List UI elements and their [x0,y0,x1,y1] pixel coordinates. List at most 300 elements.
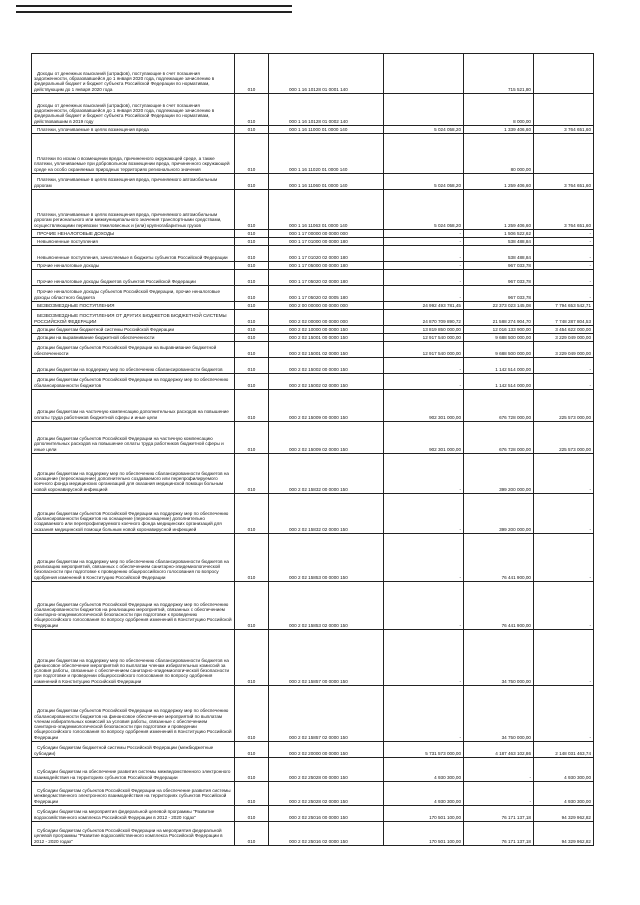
row-approved-cell-text: - [459,230,461,236]
row-kbk-cell [269,126,384,134]
table-row [32,782,594,806]
row-unexecuted-cell [534,422,594,454]
row-kbk-cell-text: 000 2 02 15857 02 0000 150 [289,734,348,740]
table-row [32,758,594,782]
row-kbk-cell [269,630,384,686]
row-kbk-cell [269,822,384,846]
row-unexecuted-cell [534,54,594,94]
row-executed-cell [464,326,534,334]
row-approved-cell-text: 170 501 100,00 [429,814,461,820]
row-name-cell [32,630,235,686]
row-executed-cell [464,342,534,358]
row-unexecuted-cell [534,630,594,686]
row-unexecuted-cell-text: 94 329 962,82 [561,838,591,844]
row-approved-cell [384,630,464,686]
row-code-cell-text: 010 [247,254,256,260]
row-kbk-cell [269,582,384,630]
row-unexecuted-cell [534,174,594,190]
row-executed-cell-text: 12 016 133 900,00 [492,326,531,332]
row-kbk-cell [269,374,384,390]
row-name-cell-text: Прочие неналоговые доходы [37,262,100,268]
row-executed-cell [464,262,534,270]
row-code-cell-text: 010 [247,366,256,372]
table-row [32,286,594,302]
row-name-cell-text: Дотации бюджетам субъектов Российской Федерации на поддержку мер по обеспечению сбалансированности бюджетов на оснащение (переоснащение) дополнительно создаваемого или перепрофилируемого коечного фонда медицинских организаций для оказания медицинской помощи больным новой коронавирусной инфекцией [34,510,229,532]
row-kbk-cell-text: 000 1 16 11020 01 0000 140 [289,166,348,172]
row-unexecuted-cell-text: 3 229 049 000,00 [555,350,591,356]
row-name-cell [32,230,235,238]
row-executed-cell [464,94,534,126]
row-kbk-cell [269,742,384,758]
row-code-cell [235,686,269,742]
row-executed-cell-text: 538 488,84 [508,254,531,260]
row-executed-cell-text: 8 000,00 [513,118,531,124]
row-kbk-cell [269,534,384,582]
row-kbk-cell-text: 000 2 02 20000 00 0000 150 [289,750,348,756]
row-executed-cell [464,374,534,390]
row-approved-cell [384,582,464,630]
row-approved-cell [384,94,464,126]
row-name-cell-text: Дотации бюджетам на частичную компенсацию дополнительных расходов на повышение оплаты труда работников бюджетной сферы и иные цели [34,409,229,420]
table-row [32,686,594,742]
row-name-cell-text: Доходы от денежных взысканий (штрафов), поступающие в счет погашения задолженности, образовавшейся до 1 января 2020 года, подлежащие зачислению в федеральный бюджет и бюджет субъекта Российской Федерации по нормативам, действующим до 1 января 2020 года [34,70,215,92]
table-row [32,454,594,494]
row-unexecuted-cell [534,742,594,758]
row-approved-cell [384,534,464,582]
row-kbk-cell [269,230,384,238]
row-name-cell-text: Субсидии бюджетам на обеспечение развития системы межведомственного электронного взаимодействия на территориях субъектов Российской Федерации [34,769,231,780]
row-kbk-cell-text: 000 2 02 15001 00 0000 150 [289,334,348,340]
row-approved-cell [384,174,464,190]
row-kbk-cell-text: 000 2 00 00000 00 0000 000 [289,302,348,308]
table-row [32,806,594,822]
row-kbk-cell [269,190,384,230]
row-unexecuted-cell-text: - [589,238,591,244]
row-code-cell-text: 010 [247,166,256,172]
row-code-cell [235,582,269,630]
row-name-cell-text: ПРОЧИЕ НЕНАЛОГОВЫЕ ДОХОДЫ [37,230,115,236]
row-executed-cell [464,134,534,174]
row-approved-cell-text: 12 917 540 000,00 [422,334,461,340]
table-row [32,390,594,422]
row-code-cell-text: 010 [247,118,256,124]
row-code-cell [235,270,269,286]
row-code-cell [235,302,269,310]
row-name-cell [32,238,235,246]
row-name-cell [32,582,235,630]
row-executed-cell [464,782,534,806]
row-kbk-cell [269,134,384,174]
row-kbk-cell [269,302,384,310]
row-name-cell [32,806,235,822]
row-approved-cell [384,190,464,230]
row-name-cell-text: Субсидии бюджетам субъектов Российской Федерации на мероприятия федеральной целевой программы "Развитие водохозяйственного комплекса Российской Федерации в 2012 - 2020 годах" [34,828,223,844]
row-code-cell-text: 010 [247,774,256,780]
table-row [32,630,594,686]
table-row [32,310,594,326]
row-kbk-cell-text: 000 2 02 15002 02 0000 150 [289,382,348,388]
row-approved-cell [384,230,464,238]
row-kbk-cell-text: 000 2 02 10000 00 0000 150 [289,326,348,332]
row-name-cell [32,310,235,326]
row-unexecuted-cell-text: 7 794 653 542,71 [555,302,591,308]
row-unexecuted-cell [534,494,594,534]
row-approved-cell [384,134,464,174]
table-row [32,94,594,126]
row-unexecuted-cell [534,822,594,846]
row-name-cell [32,822,235,846]
row-kbk-cell-text: 000 2 02 15832 02 0000 150 [289,526,348,532]
row-name-cell [32,302,235,310]
row-executed-cell [464,358,534,374]
row-code-cell-text: 010 [247,238,256,244]
row-unexecuted-cell-text: 7 748 287 804,53 [555,318,591,324]
row-approved-cell-text: - [459,574,461,580]
row-name-cell [32,334,235,342]
row-code-cell-text: 010 [247,446,256,452]
row-unexecuted-cell [534,302,594,310]
row-kbk-cell [269,358,384,374]
row-approved-cell-text: 12 917 540 000,00 [422,350,461,356]
row-unexecuted-cell-text: 94 329 962,82 [561,814,591,820]
row-approved-cell-text: - [459,678,461,684]
row-code-cell [235,342,269,358]
row-executed-cell [464,54,534,94]
row-approved-cell-text: 13 819 850 000,00 [422,326,461,332]
row-executed-cell-text: 34 750 000,00 [501,678,531,684]
table-row [32,230,594,238]
top-border-line [16,5,292,7]
row-executed-cell-text: 34 750 000,00 [501,734,531,740]
row-kbk-cell-text: 000 2 02 25028 00 0000 150 [289,774,348,780]
row-executed-cell-text: 1 142 514 000,00 [495,382,531,388]
row-code-cell [235,630,269,686]
row-code-cell-text: 010 [247,798,256,804]
row-unexecuted-cell [534,358,594,374]
row-name-cell [32,94,235,126]
row-approved-cell [384,54,464,94]
row-unexecuted-cell-text: 3 764 651,60 [564,222,591,228]
row-name-cell-text: Дотации бюджетам субъектов Российской Федерации на поддержку мер по обеспечению сбалансированности бюджетов на реализацию мероприятий, связанных с обеспечением санитарно-эпидемиологической безопасности при подготовке к проведению общероссийского голосования по вопросу одобрения изменений в Конституцию Российской Федерации [34,601,232,628]
row-code-cell-text: 010 [247,278,256,284]
row-code-cell-text: 010 [247,230,256,236]
row-approved-cell [384,302,464,310]
row-kbk-cell [269,342,384,358]
row-kbk-cell [269,806,384,822]
row-executed-cell-text: 676 728 000,00 [499,414,531,420]
row-approved-cell-text: 4 930 300,00 [434,774,461,780]
row-name-cell [32,342,235,358]
row-name-cell-text: Дотации на выравнивание бюджетной обеспеченности [37,334,155,340]
row-approved-cell [384,246,464,262]
row-approved-cell [384,494,464,534]
row-code-cell-text: 010 [247,838,256,844]
row-executed-cell-text: 967 033,78 [508,278,531,284]
row-unexecuted-cell-text: 225 573 000,00 [559,446,591,452]
row-executed-cell [464,174,534,190]
row-approved-cell-text: 4 930 300,00 [434,798,461,804]
row-name-cell [32,270,235,286]
row-approved-cell-text: 902 301 000,00 [429,414,461,420]
row-code-cell [235,534,269,582]
row-name-cell-text: Дотации бюджетам бюджетной системы Российской Федерации [37,326,175,332]
row-kbk-cell [269,390,384,422]
row-unexecuted-cell [534,94,594,126]
row-name-cell [32,174,235,190]
row-code-cell [235,94,269,126]
row-executed-cell-text: 399 200 000,00 [499,526,531,532]
row-executed-cell-text: 967 033,78 [508,262,531,268]
row-name-cell [32,262,235,270]
row-name-cell [32,374,235,390]
row-executed-cell-text: 399 200 000,00 [499,486,531,492]
row-executed-cell-text: 76 441 900,00 [501,622,531,628]
row-unexecuted-cell [534,374,594,390]
row-name-cell-text: Дотации бюджетам на поддержку мер по обеспечению сбалансированности бюджетов [37,366,223,372]
row-name-cell-text: Прочие неналоговые доходы бюджетов субъектов Российской Федерации [37,278,196,284]
row-executed-cell-text: 9 688 500 000,00 [495,334,531,340]
row-executed-cell-text: 1 259 406,60 [504,182,531,188]
row-name-cell-text: Невыясненные поступления, зачисляемые в бюджеты субъектов Российской Федерации [37,254,228,260]
row-approved-cell-text: - [459,294,461,300]
row-unexecuted-cell [534,262,594,270]
row-unexecuted-cell-text: 2 148 031 463,74 [555,750,591,756]
row-executed-cell-text: 76 441 900,00 [501,574,531,580]
row-code-cell [235,422,269,454]
row-code-cell [235,782,269,806]
row-approved-cell-text: 5 024 058,20 [434,182,461,188]
row-unexecuted-cell [534,326,594,334]
row-approved-cell-text: - [459,734,461,740]
row-code-cell-text: 010 [247,414,256,420]
row-executed-cell [464,286,534,302]
row-code-cell-text: 010 [247,126,256,132]
row-executed-cell [464,582,534,630]
row-kbk-cell-text: 000 1 16 10128 01 0001 140 [289,86,348,92]
row-kbk-cell [269,686,384,742]
row-approved-cell-text: 5 731 573 000,00 [425,750,461,756]
row-executed-cell [464,454,534,494]
row-executed-cell [464,422,534,454]
row-approved-cell [384,782,464,806]
row-executed-cell [464,758,534,782]
row-approved-cell [384,806,464,822]
row-name-cell [32,494,235,534]
row-executed-cell-text: 1 506 522,62 [504,230,531,236]
table-row [32,534,594,582]
table-row [32,342,594,358]
row-executed-cell [464,822,534,846]
row-executed-cell-text: 967 033,78 [508,294,531,300]
row-unexecuted-cell [534,782,594,806]
row-code-cell-text: 010 [247,678,256,684]
row-name-cell-text: Субсидии бюджетам субъектов Российской Федерации на обеспечение развития системы межведомственного электронного взаимодействия на территориях субъектов Российской Федерации [34,788,231,804]
row-code-cell-text: 010 [247,814,256,820]
revenue-table-body [32,54,594,846]
row-unexecuted-cell-text: 4 930 300,00 [564,774,591,780]
row-code-cell [235,190,269,230]
row-approved-cell-text: 24 992 493 781,45 [422,302,461,308]
row-unexecuted-cell-text: 3 764 651,60 [564,126,591,132]
row-kbk-cell [269,246,384,262]
row-approved-cell-text: - [459,622,461,628]
row-approved-cell [384,422,464,454]
row-code-cell-text: 010 [247,382,256,388]
row-executed-cell [464,238,534,246]
row-code-cell [235,326,269,334]
row-kbk-cell-text: 000 1 16 11060 01 0000 140 [289,182,348,188]
row-unexecuted-cell-text: 3 764 651,60 [564,182,591,188]
row-approved-cell [384,374,464,390]
row-executed-cell-text: 80 000,00 [510,166,531,172]
row-code-cell [235,374,269,390]
table-row [32,126,594,134]
row-kbk-cell-text: 000 1 16 10128 01 0002 140 [289,118,348,124]
row-approved-cell-text: 902 301 000,00 [429,446,461,452]
row-name-cell-text: Платежи, уплачиваемые в целях возмещения вреда, причиняемого автомобильным дорогам [34,177,218,188]
row-unexecuted-cell-text: - [589,486,591,492]
row-unexecuted-cell-text: 225 573 000,00 [559,414,591,420]
row-code-cell [235,494,269,534]
row-code-cell [235,230,269,238]
row-kbk-cell-text: 000 2 02 15001 02 0000 150 [289,350,348,356]
row-unexecuted-cell [534,126,594,134]
row-name-cell-text: Дотации бюджетам субъектов Российской Федерации на частичную компенсацию дополнительных расходов на повышение оплаты труда работников бюджетной сферы и иные цели [34,436,224,452]
row-kbk-cell-text: 000 1 17 05020 02 0000 180 [289,278,348,284]
row-kbk-cell-text: 000 2 02 25028 02 0000 150 [289,798,348,804]
table-row [32,54,594,94]
row-approved-cell-text: 170 501 100,00 [429,838,461,844]
row-approved-cell [384,310,464,326]
row-executed-cell [464,806,534,822]
row-kbk-cell [269,262,384,270]
row-name-cell-text: БЕЗВОЗМЕЗДНЫЕ ПОСТУПЛЕНИЯ ОТ ДРУГИХ БЮДЖЕТОВ БЮДЖЕТНОЙ СИСТЕМЫ РОССИЙСКОЙ ФЕДЕРАЦИИ [34,313,227,324]
row-approved-cell-text: - [459,278,461,284]
row-kbk-cell-text: 000 2 02 15002 00 0000 150 [289,366,348,372]
row-executed-cell-text: 9 688 500 000,00 [495,350,531,356]
row-kbk-cell-text: 000 2 02 15009 02 0000 150 [289,446,348,452]
row-unexecuted-cell-text: 3 454 622 000,00 [555,326,591,332]
top-border-line-lower [16,11,292,13]
table-row [32,270,594,286]
row-code-cell-text: 010 [247,350,256,356]
row-kbk-cell [269,334,384,342]
row-kbk-cell [269,782,384,806]
row-executed-cell-text: - [529,798,531,804]
row-kbk-cell [269,758,384,782]
row-executed-cell-text: 76 171 137,18 [501,814,531,820]
row-name-cell [32,54,235,94]
table-row [32,174,594,190]
row-unexecuted-cell [534,806,594,822]
row-kbk-cell-text: 000 1 17 00000 00 0000 000 [289,230,348,236]
row-approved-cell-text: - [459,366,461,372]
row-approved-cell [384,270,464,286]
table-row [32,326,594,334]
table-row [32,302,594,310]
row-code-cell [235,286,269,302]
row-unexecuted-cell [534,246,594,262]
row-kbk-cell [269,286,384,302]
row-approved-cell [384,334,464,342]
row-approved-cell-text: - [459,254,461,260]
row-code-cell-text: 010 [247,302,256,308]
row-executed-cell-text: 676 728 000,00 [499,446,531,452]
row-unexecuted-cell-text: 3 229 049 000,00 [555,334,591,340]
row-executed-cell-text: - [529,774,531,780]
row-name-cell [32,422,235,454]
row-unexecuted-cell [534,390,594,422]
row-code-cell-text: 010 [247,334,256,340]
row-executed-cell [464,534,534,582]
row-unexecuted-cell [534,230,594,238]
row-kbk-cell-text: 000 1 17 05000 00 0000 180 [289,262,348,268]
row-unexecuted-cell [534,342,594,358]
row-code-cell [235,238,269,246]
row-unexecuted-cell [534,134,594,174]
row-name-cell-text: Доходы от денежных взысканий (штрафов), поступающие в счет погашения задолженности, образовавшейся до 1 января 2020 года, подлежащие зачислению в федеральный бюджет и бюджет субъекта Российской Федерации по нормативам, действовавшим в 2019 году [34,102,215,124]
row-unexecuted-cell-text: 4 930 300,00 [564,798,591,804]
row-name-cell [32,454,235,494]
row-approved-cell-text: - [459,238,461,244]
row-unexecuted-cell-text: - [589,366,591,372]
row-name-cell [32,134,235,174]
row-kbk-cell [269,326,384,334]
row-kbk-cell-text: 000 1 16 11000 01 0000 140 [289,126,348,132]
row-kbk-cell-text: 000 2 02 15009 00 0000 150 [289,414,348,420]
row-name-cell-text: Дотации бюджетам на поддержку мер по обеспечению сбалансированности бюджетов на оснащение (переоснащение) дополнительно создаваемого или перепрофилируемого коечного фонда медицинских организаций для оказания медицинской помощи больным новой коронавирусной инфекцией [34,470,229,492]
row-unexecuted-cell-text: - [589,526,591,532]
row-name-cell-text: Дотации бюджетам субъектов Российской Федерации на поддержку мер по обеспечению сбалансированности бюджетов на финансовое обеспечение мероприятий по выплатам членам избирательных комиссий за условия работы, связанные с обеспечением санитарно-эпидемиологической безопасности при подготовке и проведении общероссийского голосования по вопросу одобрения изменений в Конституцию Российской Федерации [34,708,232,740]
row-code-cell-text: 010 [247,526,256,532]
row-unexecuted-cell [534,534,594,582]
row-approved-cell [384,358,464,374]
row-kbk-cell-text: 000 2 02 00000 00 0000 000 [289,318,348,324]
row-name-cell-text: Прочие неналоговые доходы субъектов Российской Федерации, прочие неналоговые доходы областного бюджета [34,289,221,300]
row-code-cell-text: 010 [247,318,256,324]
row-code-cell-text: 010 [247,262,256,268]
row-kbk-cell-text: 000 1 17 01020 02 0000 180 [289,254,348,260]
row-executed-cell [464,190,534,230]
table-row [32,190,594,230]
row-code-cell [235,806,269,822]
row-unexecuted-cell [534,686,594,742]
row-code-cell [235,358,269,374]
row-name-cell [32,742,235,758]
row-code-cell [235,134,269,174]
row-executed-cell [464,230,534,238]
table-row [32,358,594,374]
row-approved-cell [384,342,464,358]
row-approved-cell [384,238,464,246]
row-unexecuted-cell-text: - [589,230,591,236]
row-unexecuted-cell-text: - [589,294,591,300]
row-executed-cell [464,126,534,134]
row-approved-cell [384,390,464,422]
row-unexecuted-cell [534,286,594,302]
row-code-cell [235,454,269,494]
row-kbk-cell [269,310,384,326]
row-name-cell-text: Дотации бюджетам на поддержку мер по обеспечению сбалансированности бюджетов на реализацию мероприятий, связанных с обеспечением санитарно-эпидемиологической безопасности при подготовке к проведению общероссийского голосования по вопросу одобрения изменений в Конституцию Российской Федерации [34,558,229,580]
row-code-cell-text: 010 [247,734,256,740]
row-code-cell [235,262,269,270]
row-code-cell-text: 010 [247,326,256,332]
row-executed-cell-text: 4 187 463 102,86 [495,750,531,756]
row-name-cell-text: Невыясненные поступления [37,238,98,244]
row-approved-cell [384,758,464,782]
row-code-cell-text: 010 [247,222,256,228]
row-code-cell-text: 010 [247,750,256,756]
